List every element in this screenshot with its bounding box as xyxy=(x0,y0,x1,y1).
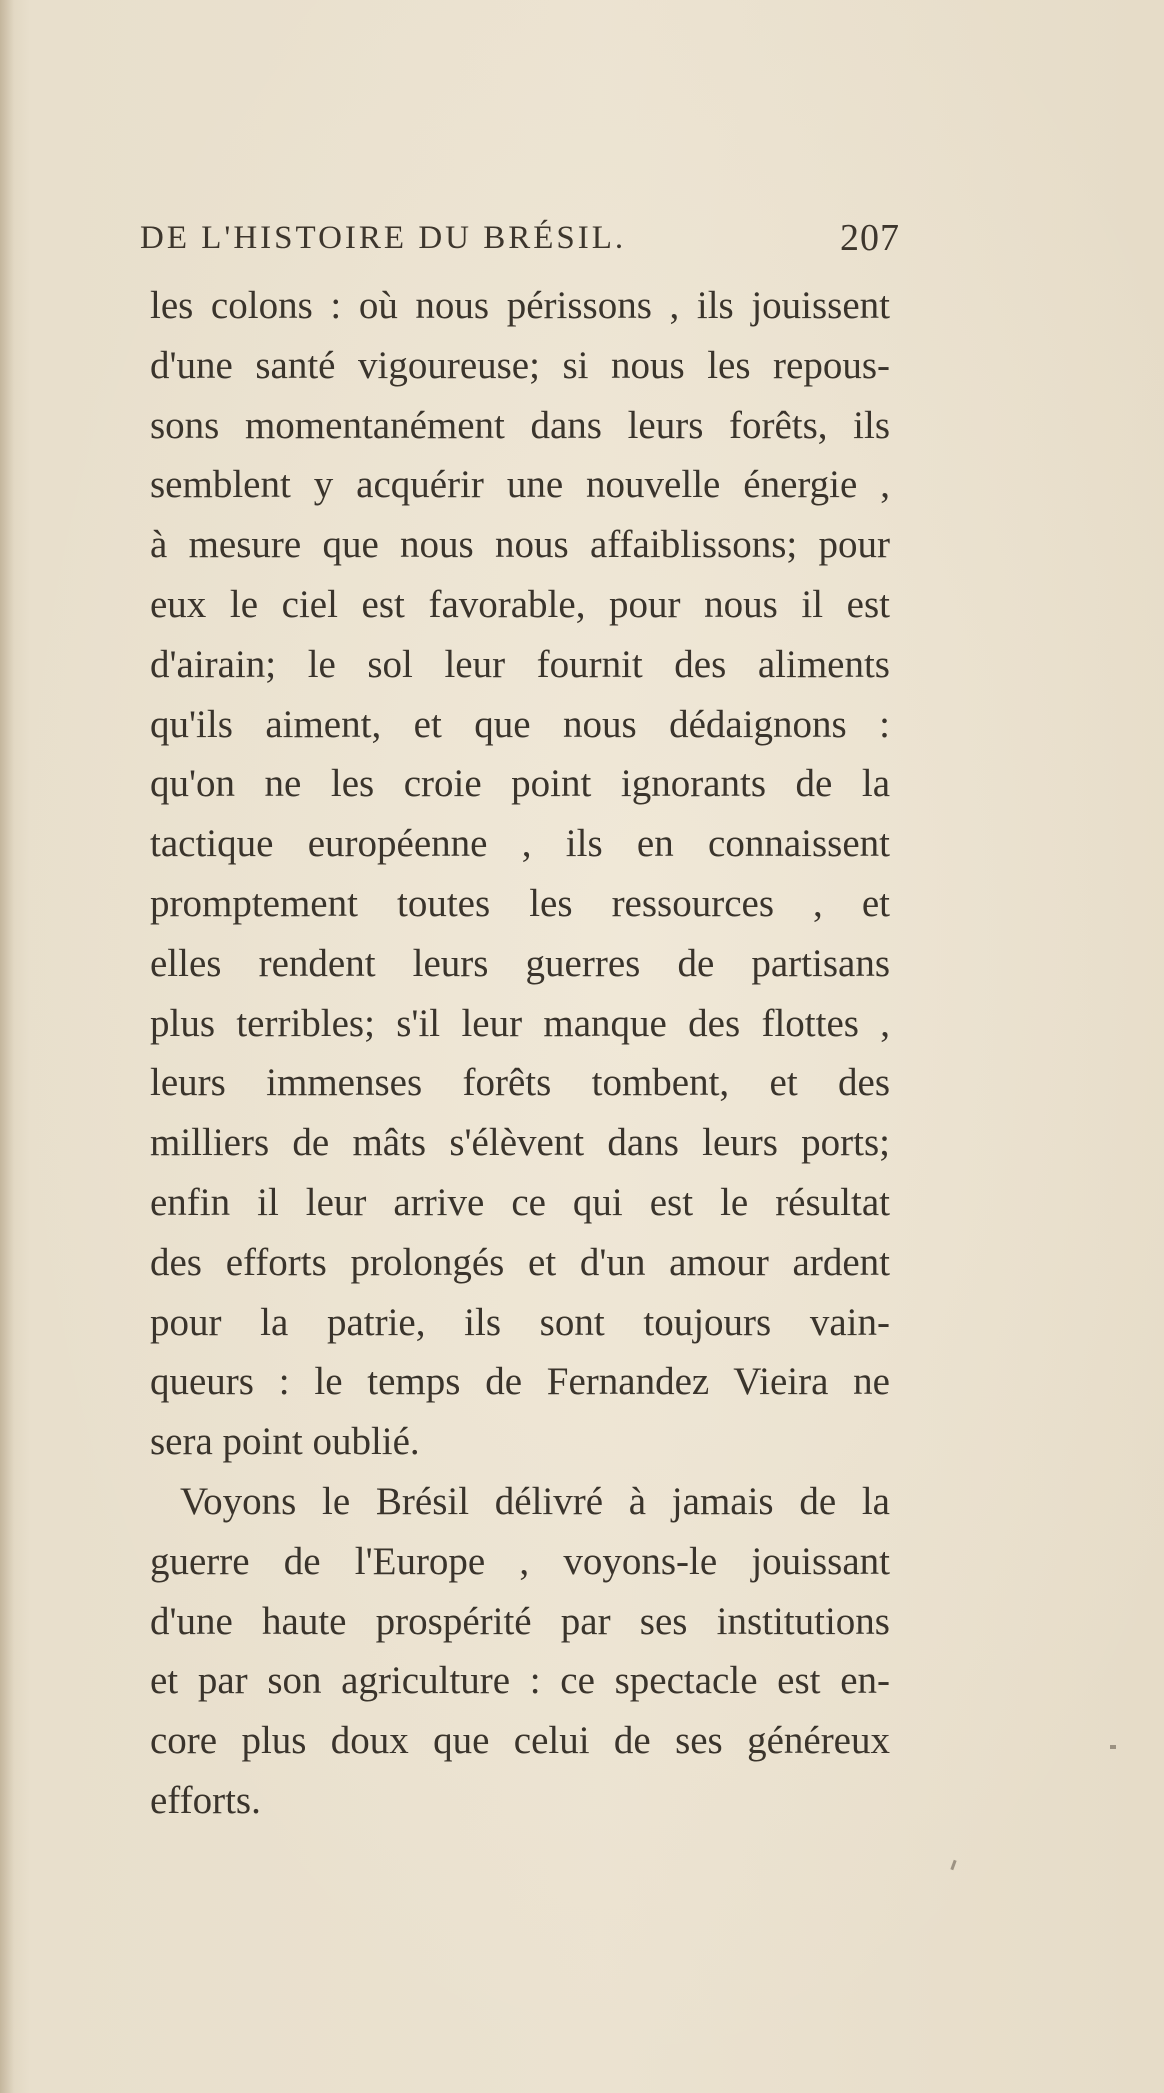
paper-speck xyxy=(1110,1745,1116,1749)
text-line: pour la patrie, ils sont toujours vain- xyxy=(150,1300,890,1344)
text-line: et par son agriculture : ce spectacle est en- xyxy=(150,1659,890,1703)
text-line: les colons : où nous périssons , ils jouissent xyxy=(150,284,890,327)
body-text xyxy=(150,276,890,1831)
text-line: tactique européenne , ils en connaissent xyxy=(150,822,890,866)
text-line: des efforts prolongés et d'un amour ardent xyxy=(150,1240,890,1284)
text-line: enfin il leur arrive ce qui est le résultat xyxy=(150,1180,890,1224)
text-line: leurs immenses forêts tombent, et des xyxy=(150,1061,890,1105)
running-title: DE L'HISTOIRE DU BRÉSIL. xyxy=(140,220,627,256)
text-line: qu'ils aiment, et que nous dédaignons : xyxy=(150,702,890,746)
paper-speck xyxy=(950,1860,956,1870)
text-line: promptement toutes les ressources , et xyxy=(150,881,890,925)
text-line: core plus doux que celui de ses généreux xyxy=(150,1719,890,1763)
text-line: d'une santé vigoureuse; si nous les repous- xyxy=(150,343,890,387)
page-number: 207 xyxy=(840,217,900,259)
text-line: Voyons le Brésil délivré à jamais de la xyxy=(180,1479,890,1523)
text-line: à mesure que nous nous affaiblissons; pour xyxy=(150,523,890,567)
text-line: semblent y acquérir une nouvelle énergie , xyxy=(150,463,890,507)
text-line: plus terribles; s'il leur manque des flottes , xyxy=(150,1001,890,1045)
page-header xyxy=(140,212,900,268)
text-line: sons momentanément dans leurs forêts, ils xyxy=(150,403,890,447)
text-line: efforts. xyxy=(150,1778,261,1822)
text-line: queurs : le temps de Fernandez Vieira ne xyxy=(150,1360,890,1404)
text-line: eux le ciel est favorable, pour nous il est xyxy=(150,582,890,626)
gutter-shadow xyxy=(0,0,14,2093)
paragraph-2 xyxy=(150,1472,890,1831)
paragraph-1 xyxy=(150,276,890,1472)
text-line: elles rendent leurs guerres de partisans xyxy=(150,941,890,985)
text-line: sera point oublié. xyxy=(150,1420,420,1464)
text-line: guerre de l'Europe , voyons-le jouissant xyxy=(150,1539,890,1583)
text-line: d'une haute prospérité par ses institutions xyxy=(150,1599,890,1643)
text-line: qu'on ne les croie point ignorants de la xyxy=(150,762,890,806)
text-line: d'airain; le sol leur fournit des aliments xyxy=(150,642,890,686)
text-line: milliers de mâts s'élèvent dans leurs ports; xyxy=(150,1121,890,1165)
